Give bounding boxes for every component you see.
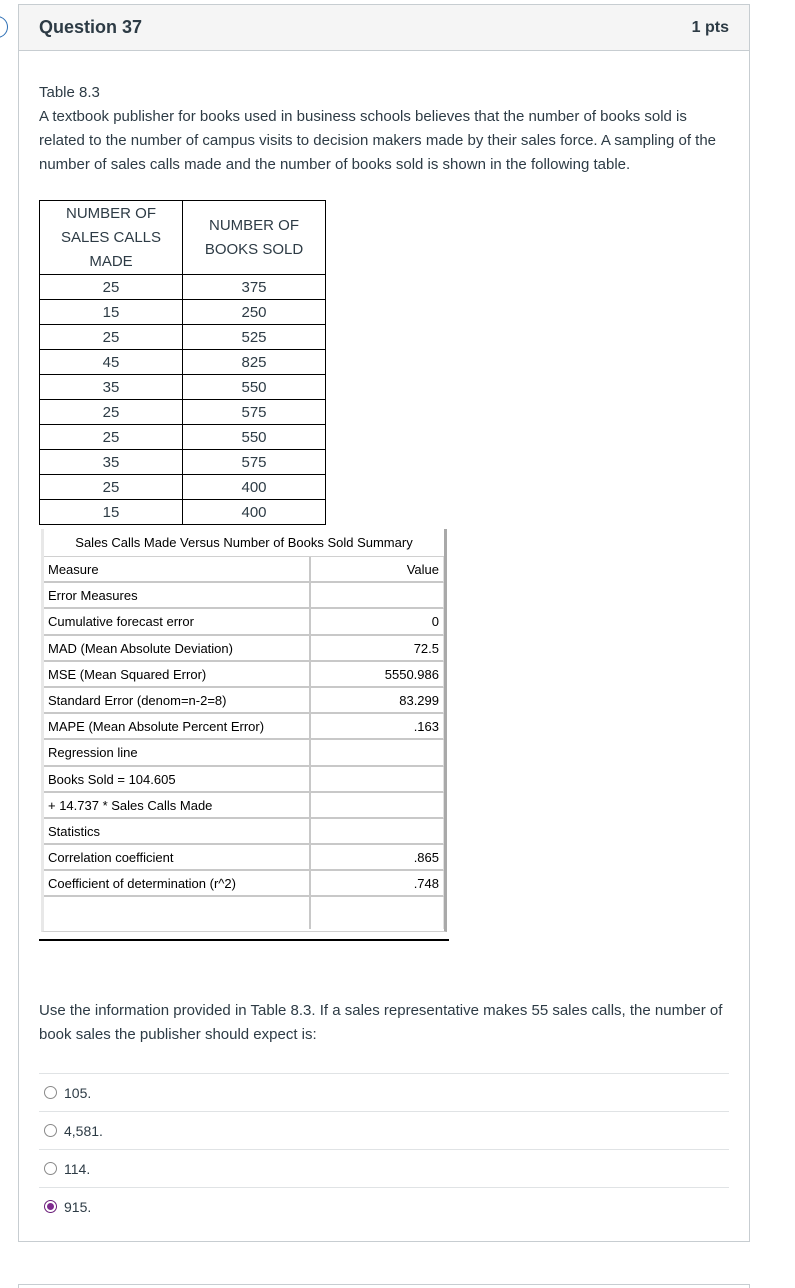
summary-value: .163: [311, 714, 444, 740]
table-cell: 525: [183, 325, 326, 350]
question-prompt: Use the information provided in Table 8.3. If a sales representative makes 55 sales calls, the number of book sales the publisher should expect is:: [39, 1002, 723, 1043]
summary-row: [44, 767, 444, 793]
summary-value: 0: [311, 609, 444, 635]
summary-measure: Regression line: [44, 740, 311, 766]
summary-row: [44, 819, 444, 845]
column-header-books-sold: NUMBER OF BOOKS SOLD: [183, 201, 326, 275]
next-question-card: [18, 1284, 750, 1288]
table-cell: 45: [40, 350, 183, 375]
table-cell: 35: [40, 375, 183, 400]
summary-value: [311, 740, 444, 766]
column-header-sales-calls: NUMBER OF SALES CALLS MADE: [40, 201, 183, 275]
table-cell: 25: [40, 325, 183, 350]
table-cell: 25: [40, 425, 183, 450]
table-row: [40, 500, 326, 525]
summary-measure: MSE (Mean Squared Error): [44, 662, 311, 688]
table-cell: 550: [183, 425, 326, 450]
summary-row: [44, 740, 444, 766]
answer-option[interactable]: [39, 1111, 729, 1149]
summary-measure: Books Sold = 104.605: [44, 767, 311, 793]
regression-summary-table: [41, 529, 447, 932]
question-title: Question 37: [39, 17, 143, 37]
answer-label: 114.: [64, 1160, 91, 1177]
answer-label: 915.: [64, 1198, 92, 1215]
summary-measure: Measure: [44, 557, 311, 583]
table-cell: 375: [183, 275, 326, 300]
summary-measure: [44, 897, 311, 929]
table-cell: 400: [183, 475, 326, 500]
table-cell: 15: [40, 300, 183, 325]
table-row: [40, 475, 326, 500]
summary-row: [44, 609, 444, 635]
answer-option[interactable]: [39, 1149, 729, 1187]
answer-option-selected[interactable]: [39, 1187, 729, 1225]
table-label: Table 8.3: [39, 84, 100, 101]
question-nav-marker[interactable]: [0, 16, 8, 38]
table-row: [40, 325, 326, 350]
table-row: [40, 450, 326, 475]
table-row: [40, 400, 326, 425]
summary-value: .748: [311, 871, 444, 897]
table-cell: 15: [40, 500, 183, 525]
sales-data-table: [39, 200, 326, 525]
summary-row: [44, 845, 444, 871]
summary-value: [311, 767, 444, 793]
table-cell: 25: [40, 400, 183, 425]
table-row: [40, 425, 326, 450]
summary-divider: [39, 939, 449, 941]
summary-row: [44, 636, 444, 662]
table-row: [40, 275, 326, 300]
summary-row: [44, 583, 444, 609]
summary-value: 72.5: [311, 636, 444, 662]
summary-row: [44, 714, 444, 740]
summary-row: [44, 688, 444, 714]
summary-value: 83.299: [311, 688, 444, 714]
question-intro: [39, 81, 729, 177]
radio-button-selected[interactable]: [44, 1200, 57, 1213]
table-cell: 250: [183, 300, 326, 325]
question-card: [18, 4, 750, 1242]
table-row: [40, 300, 326, 325]
summary-title: Sales Calls Made Versus Number of Books Sold Summary: [44, 529, 444, 557]
summary-row: [44, 897, 444, 923]
summary-measure: Coefficient of determination (r^2): [44, 871, 311, 897]
answer-list: [39, 1073, 729, 1225]
summary-row: [44, 793, 444, 819]
summary-measure: Standard Error (denom=n-2=8): [44, 688, 311, 714]
summary-measure: Statistics: [44, 819, 311, 845]
table-cell: 825: [183, 350, 326, 375]
summary-value: [311, 583, 444, 609]
summary-value: .865: [311, 845, 444, 871]
table-cell: 35: [40, 450, 183, 475]
summary-measure: + 14.737 * Sales Calls Made: [44, 793, 311, 819]
summary-value: Value: [311, 557, 444, 583]
summary-row: [44, 662, 444, 688]
summary-row: [44, 557, 444, 583]
radio-button[interactable]: [44, 1124, 57, 1137]
table-cell: 550: [183, 375, 326, 400]
table-cell: 25: [40, 475, 183, 500]
question-description: A textbook publisher for books used in business schools believes that the number of books sold is related to the number of campus visits to decision makers made by their sales force. A sampling of the number of sales calls made and the number of books sold is shown in the following table.: [39, 108, 716, 173]
question-body: [39, 81, 729, 177]
summary-measure: Correlation coefficient: [44, 845, 311, 871]
table-cell: 25: [40, 275, 183, 300]
question-points: 1 pts: [691, 18, 729, 36]
table-row: [40, 350, 326, 375]
table-row: [40, 375, 326, 400]
summary-value: [311, 793, 444, 819]
table-cell: 575: [183, 450, 326, 475]
table-cell: 400: [183, 500, 326, 525]
answer-option[interactable]: [39, 1073, 729, 1111]
summary-value: 5550.986: [311, 662, 444, 688]
summary-value: [311, 819, 444, 845]
radio-button[interactable]: [44, 1086, 57, 1099]
summary-measure: Error Measures: [44, 583, 311, 609]
summary-measure: MAPE (Mean Absolute Percent Error): [44, 714, 311, 740]
summary-measure: Cumulative forecast error: [44, 609, 311, 635]
table-cell: 575: [183, 400, 326, 425]
summary-row: [44, 871, 444, 897]
answer-label: 105.: [64, 1084, 92, 1101]
summary-measure: MAD (Mean Absolute Deviation): [44, 636, 311, 662]
question-header: [19, 5, 749, 51]
summary-value: [311, 897, 444, 929]
answer-label: 4,581.: [64, 1122, 103, 1139]
radio-button[interactable]: [44, 1162, 57, 1175]
